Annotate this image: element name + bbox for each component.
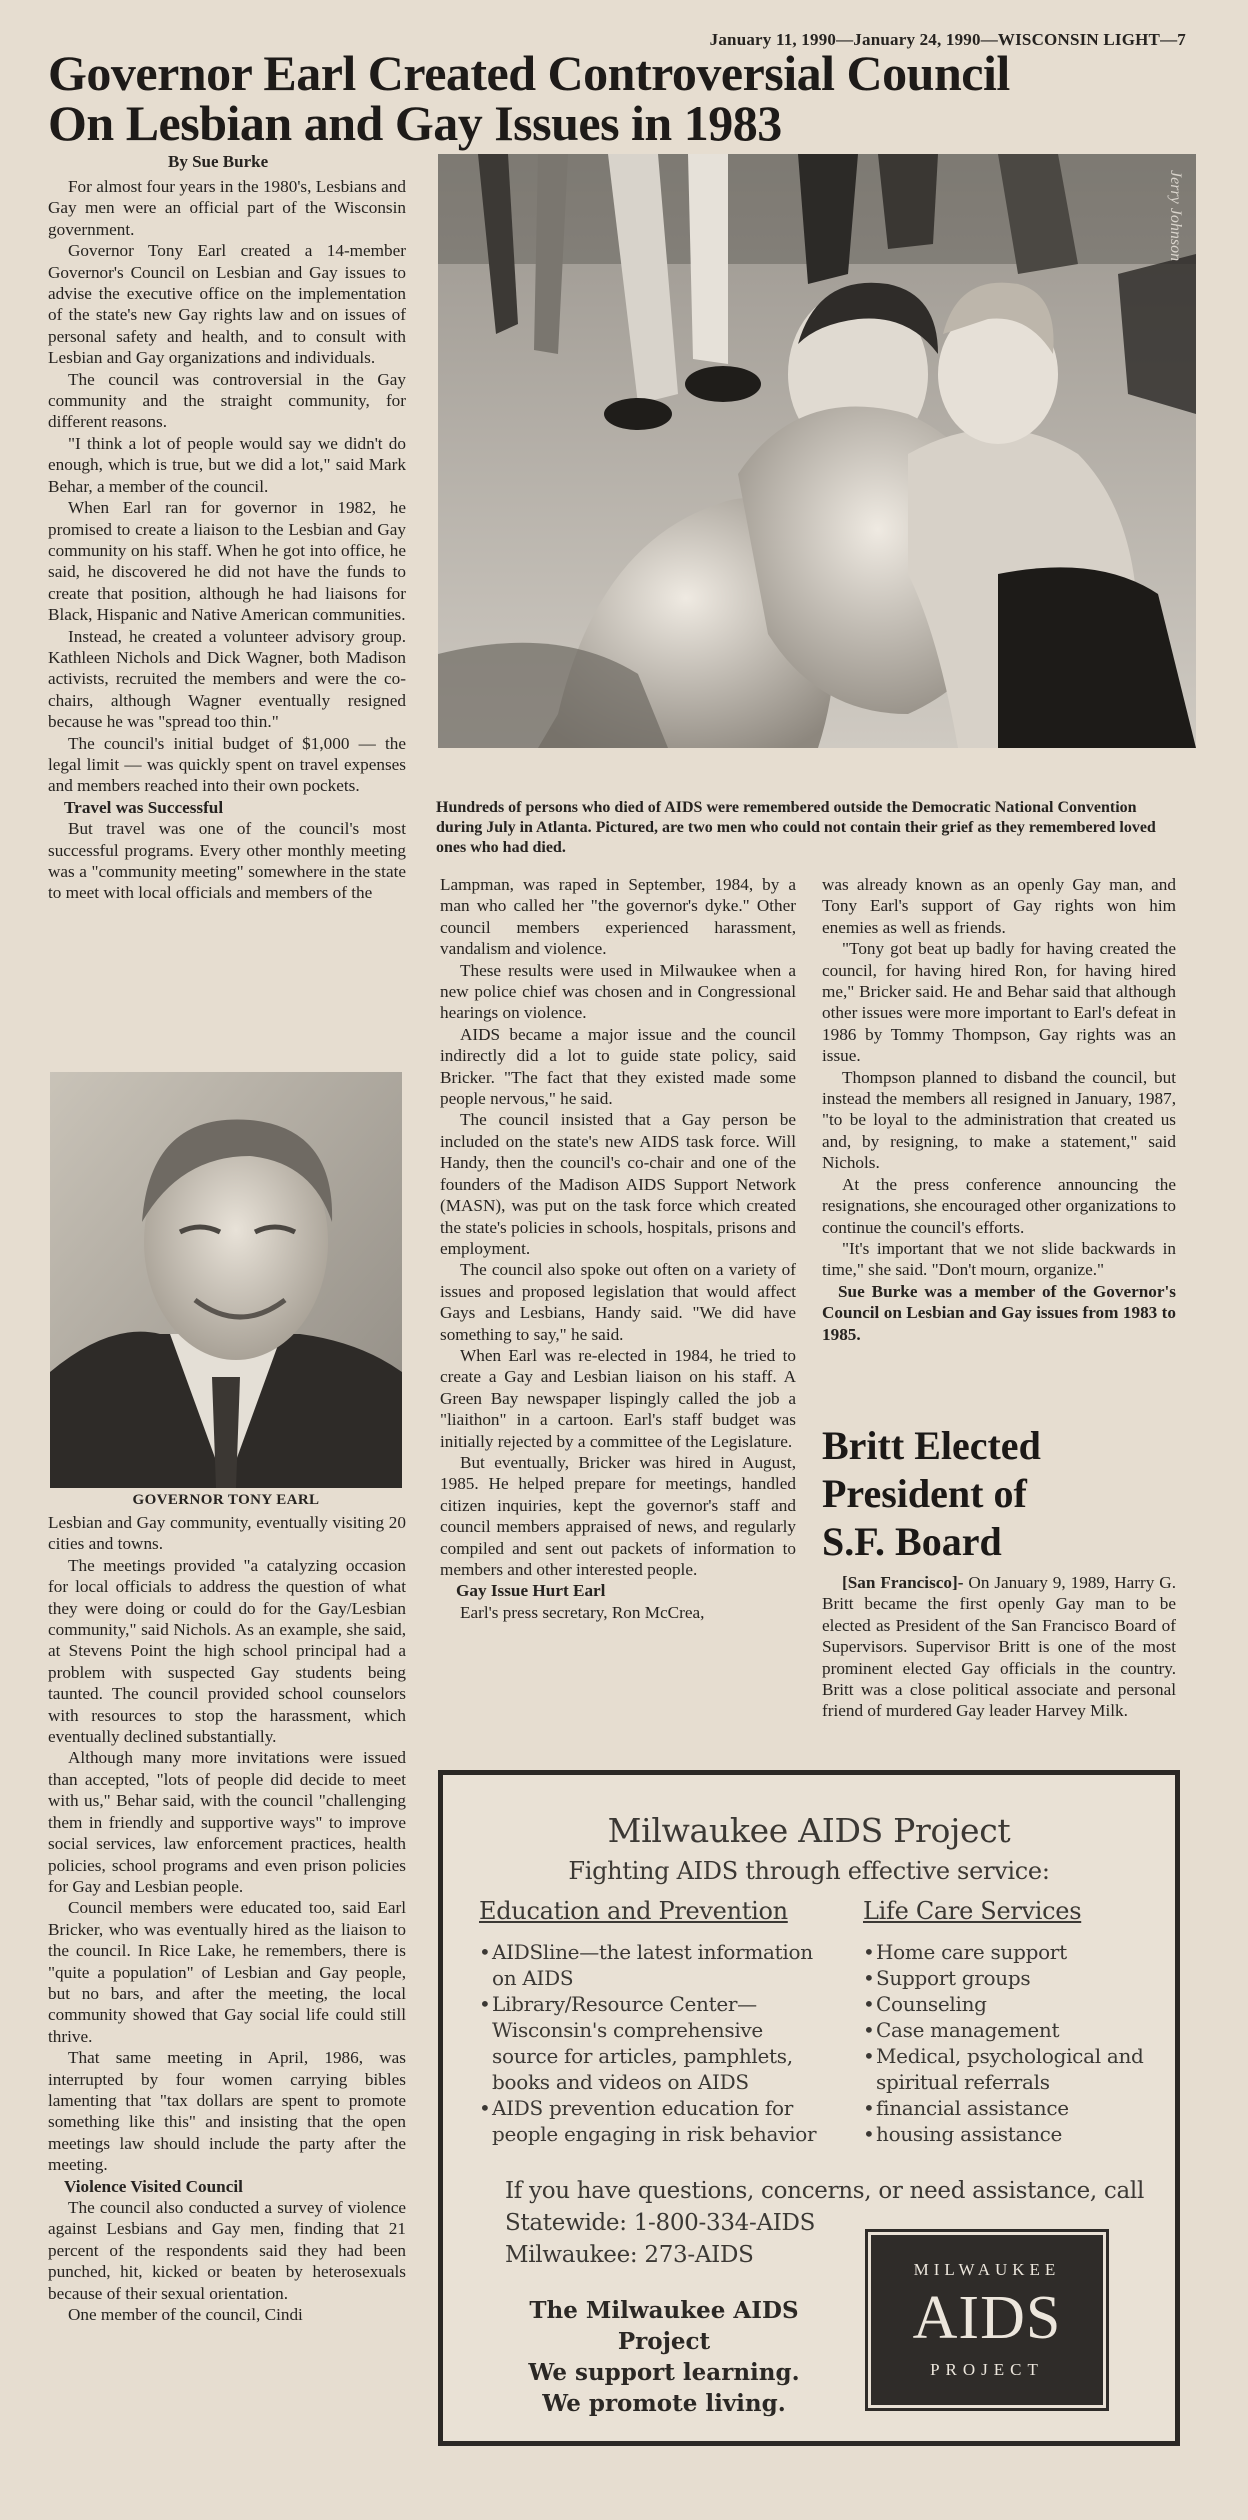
ad-tagline-line: We support learning. <box>528 2359 800 2386</box>
logo-main-text: AIDS <box>912 2284 1062 2352</box>
logo-top-text: MILWAUKEE <box>913 2260 1061 2279</box>
paragraph: Governor Tony Earl created a 14-member Governor's Council on Lesbian and Gay issues to advise the executive office on the implementation of the state's new Gay rights law and on issues of personal safety and health, and to consult with Lesbian and Gay organizations and individuals. <box>48 241 406 368</box>
paragraph: The council was controversial in the Gay community and the straight community, for different reasons. <box>48 369 406 432</box>
photo-credit: Jerry Johnson <box>1167 170 1184 262</box>
paragraph: "Tony got beat up badly for having created the council, for having hired Ron, for having hired me," Bricker said. He and Behar said that although other issues were more important to Earl's defeat in 1986 by Tommy Thompson, Gay rights was an issue. <box>822 939 1176 1066</box>
paragraph: Earl's press secretary, Ron McCrea, <box>460 1602 705 1622</box>
paragraph: The council also conducted a survey of violence against Lesbians and Gay men, finding that 21 percent of the respondents said they had been punched, hit, kicked or beaten by heterosexuals because of their sexual orientation. <box>48 2198 406 2303</box>
article-column-1 <box>48 176 406 904</box>
paragraph: Although many more invitations were issued than accepted, "lots of people did decide to meet with us," Behar said, with the council "challenging them in friendly and supportive ways" to improve social services, law enforcement practices, health policies, school programs and even prison policies for Gay and Lesbian people. <box>48 1748 406 1896</box>
subhead-violence: Violence Visited Council <box>64 2176 243 2196</box>
headline <box>48 45 1208 151</box>
paragraph: "It's important that we not slide backwards in time," she said. "Don't mourn, organize." <box>822 1238 1176 1280</box>
logo-bottom-text: PROJECT <box>930 2360 1044 2379</box>
main-photo <box>438 154 1196 748</box>
ad-lifecare-list <box>863 1939 1163 2147</box>
headline-line-2: On Lesbian and Gay Issues in 1983 <box>48 95 782 151</box>
ad-tagline-line: The Milwaukee AIDS Project <box>529 2297 799 2355</box>
ad-title: Milwaukee AIDS Project <box>607 1811 1011 1850</box>
paragraph: That same meeting in April, 1986, was interrupted by four women carrying bibles lamenting that "tax dollars are spent to promote something like this" and insisting that the open meetings law should include the party after the meeting. <box>48 2048 406 2175</box>
paragraph: was already known as an openly Gay man, and Tony Earl's support of Gay rights won him enemies as well as friends. <box>822 875 1176 937</box>
paragraph: When Earl was re-elected in 1984, he tried to create a Gay and Lesbian liaison on his staff. A Green Bay newspaper lispingly called the job a "liaithon" in a cartoon. Earl's staff budget was initially rejected by a committee of the Legislature. <box>440 1345 796 1451</box>
ad-tagline-line: We promote living. <box>542 2390 786 2417</box>
paragraph: These results were used in Milwaukee when a new police chief was chosen and in Congressional hearings on violence. <box>440 960 796 1023</box>
paragraph: One member of the council, Cindi <box>68 2305 303 2325</box>
britt-headline-line: Britt Elected <box>822 1423 1041 1468</box>
running-head: January 11, 1990—January 24, 1990—WISCONSIN LIGHT—7 <box>709 30 1186 49</box>
ad-education-heading: Education and Prevention <box>479 1897 788 1925</box>
paragraph: Lampman, was raped in September, 1984, by a man who called her "the governor's dyke." Other council members experienced harassment, vandalism and violence. <box>440 875 796 959</box>
paragraph: For almost four years in the 1980's, Lesbians and Gay men were an official part of the Wisconsin government. <box>48 177 406 239</box>
ad-lifecare-heading: Life Care Services <box>863 1897 1082 1925</box>
list-item: • Library/Resource Center— Wisconsin's comprehensive source for articles, pamphlets, books and videos on AIDS <box>479 1991 829 2095</box>
paragraph: Lesbian and Gay community, eventually visiting 20 cities and towns. <box>48 1513 406 1554</box>
ad-tagline <box>499 2295 829 2419</box>
byline: By Sue Burke <box>168 152 269 171</box>
ad-phone-milwaukee: Milwaukee: 273-AIDS <box>505 2242 754 2268</box>
list-item: • AIDS prevention education for people engaging in risk behavior <box>479 2095 829 2147</box>
paragraph: At the press conference announcing the resignations, she encouraged other organizations to continue the council's efforts. <box>822 1174 1176 1237</box>
list-item: • Home care support <box>863 1939 1163 1965</box>
list-item: • Support groups <box>863 1965 1163 1991</box>
paragraph: Council members were educated too, said Earl Bricker, who was eventually hired as the liaison to the council. In Rice Lake, he remembers, there is "quite a population" of Lesbian and Gay people, but no bars, and after the meeting, the local community showed that Gay social life could still thrive. <box>48 1898 406 2046</box>
paragraph <box>822 1572 1176 1722</box>
headline-line-1: Governor Earl Created Controversial Council <box>48 45 1010 101</box>
paragraph: The council insisted that a Gay person be included on the state's new AIDS task force. Will Handy, then the council's co-chair and one of the founders of the Madison AIDS Support Network (MASN), was put on the task force which created the state's policies in schools, hospitals, prisons and employment. <box>440 1110 796 1258</box>
britt-headline-line: President of <box>822 1471 1027 1516</box>
subhead-travel: Travel was Successful <box>64 797 224 817</box>
britt-headline-line: S.F. Board <box>822 1519 1002 1564</box>
paragraph: "I think a lot of people would say we didn't do enough, which is true, but we did a lot," said Mark Behar, a member of the council. <box>48 433 406 496</box>
britt-headline <box>822 1422 1182 1566</box>
list-item: • financial assistance <box>863 2095 1163 2121</box>
portrait-caption: GOVERNOR TONY EARL <box>132 1492 320 1508</box>
paragraph: Thompson planned to disband the council, but instead the members all resigned in January, 1987, "to be loyal to the administration that created us and, by resigning, to make a statement," said Nichols. <box>822 1067 1176 1173</box>
aids-project-logo <box>871 2235 1103 2405</box>
britt-article <box>822 1572 1176 1722</box>
britt-body-text: On January 9, 1989, Harry G. Britt became the first openly Gay man to be elected as President of the San Francisco Board of Supervisors. Supervisor Britt is one of the most prominent elected Gay officials in the country. Britt was a close political associate and personal friend of murdered Gay leader Harvey Milk. <box>822 1573 1177 1721</box>
article-column-3 <box>822 874 1176 1345</box>
paragraph: Instead, he created a volunteer advisory group. Kathleen Nichols and Dick Wagner, both Madison activists, recruited the members and were the co-chairs, although Wagner eventually resigned because he was "spread too thin." <box>48 626 406 732</box>
photo-caption: Hundreds of persons who died of AIDS were remembered outside the Democratic National Convention during July in Atlanta. Pictured, are two men who could not contain their grief as they remembered loved ones who had died. <box>436 799 1156 856</box>
portrait-photo <box>50 1072 402 1488</box>
paragraph: The council also spoke out often on a variety of issues and proposed legislation that would affect Gays and Lesbians, Handy said. "We did have something to say," he said. <box>440 1260 796 1344</box>
main-photo-image <box>438 154 1196 748</box>
portrait-image <box>50 1072 402 1488</box>
paragraph: The council's initial budget of $1,000 — the legal limit — was quickly spent on travel expenses and members reached into their own pockets. <box>48 733 406 796</box>
article-column-2 <box>440 874 796 1623</box>
list-item: • Case management <box>863 2017 1163 2043</box>
paragraph: But eventually, Bricker was hired in August, 1985. He helped prepare for meetings, handled citizen inquiries, kept the governor's staff and council members appraised of news, and regularly compiled and sent out packets of information to members and other interested people. <box>440 1452 796 1579</box>
dateline: [San Francisco]- <box>842 1573 964 1592</box>
paragraph: The meetings provided "a catalyzing occasion for local officials to address the question of what they were doing or could do for the Gay/Lesbian community," said Nichols. As an example, she said, at Stevens Point the high school principal had a problem with suspected Gay students being taunted. The council provided school counselors with resources to stop the harassment, which eventually declined substantially. <box>48 1555 406 1747</box>
ad-education-list <box>479 1939 829 2147</box>
list-item: • housing assistance <box>863 2121 1163 2147</box>
paragraph: But travel was one of the council's most successful programs. Every other monthly meeting was a "community meeting" somewhere in the state to meet with local officials and members of the <box>48 819 406 903</box>
article-column-1-continued <box>48 1512 406 2325</box>
ad-subtitle: Fighting AIDS through effective service: <box>568 1857 1050 1885</box>
paragraph: When Earl ran for governor in 1982, he promised to create a liaison to the Lesbian and Gay community on his staff. When he got into office, he said, he discovered he did not have the funds to create that position, although he had liaisons for Black, Hispanic and Native American communities. <box>48 498 406 625</box>
paragraph: AIDS became a major issue and the council indirectly did a lot to guide state policy, said Bricker. "The fact that they existed made some people nervous," he said. <box>440 1024 796 1109</box>
list-item: • Counseling <box>863 1991 1163 2017</box>
list-item: • AIDSline—the latest information on AIDS <box>479 1939 829 1991</box>
list-item: • Medical, psychological and spiritual referrals <box>863 2043 1163 2095</box>
ad-contact-line: If you have questions, concerns, or need assistance, call <box>505 2178 1145 2204</box>
ad-phone-statewide: Statewide: 1-800-334-AIDS <box>505 2210 816 2236</box>
author-note: Sue Burke was a member of the Governor's Council on Lesbian and Gay issues from 1983 to 1985. <box>822 1281 1176 1344</box>
milwaukee-aids-project-ad <box>438 1770 1180 2446</box>
subhead-hurt-earl: Gay Issue Hurt Earl <box>456 1581 606 1601</box>
